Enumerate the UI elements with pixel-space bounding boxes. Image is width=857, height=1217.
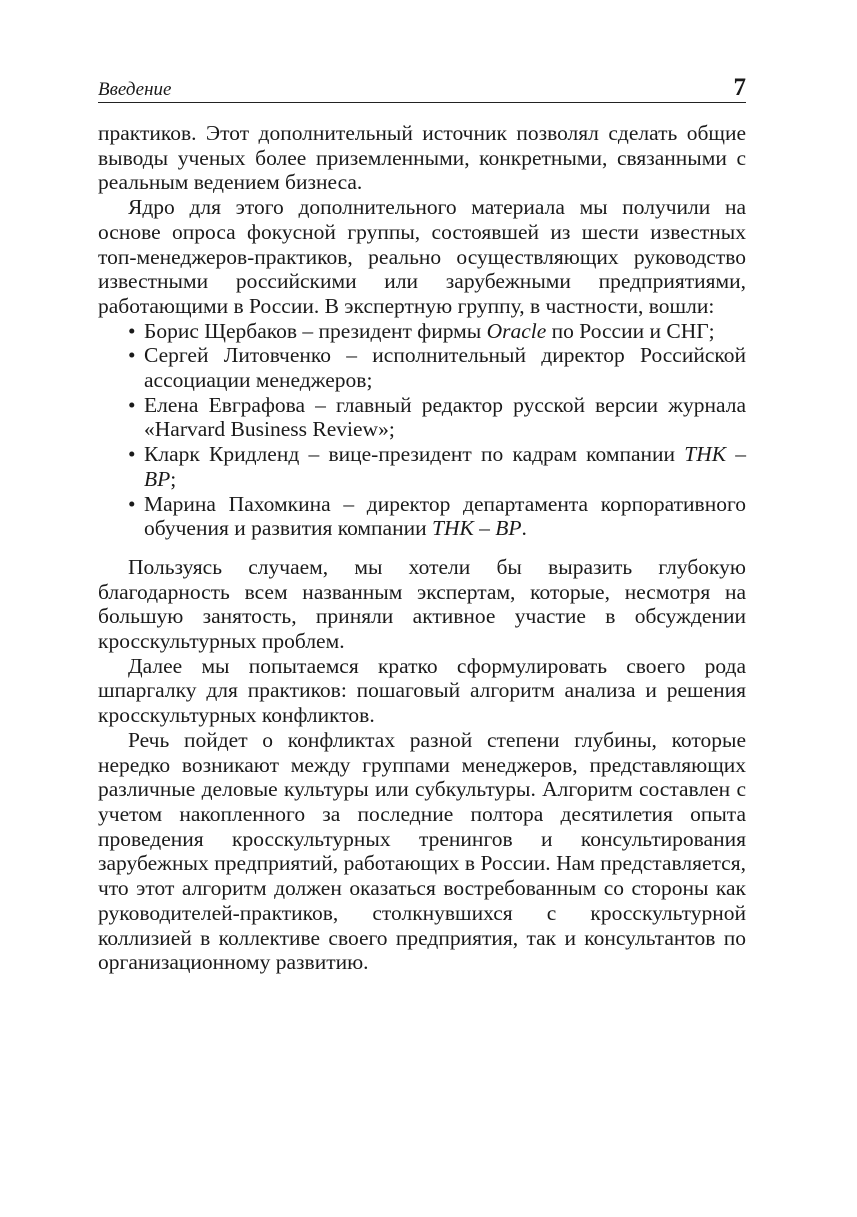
running-header: [98, 72, 746, 103]
expert-item: • Сергей Литовченко – исполнительный директор Российской ассоциации менеджеров;: [128, 343, 746, 392]
expert-item: • Кларк Кридленд – вице-президент по кадрам компании ТНК – ВР;: [128, 442, 746, 491]
expert-item: • Борис Щербаков – президент фирмы Oracle по России и СНГ;: [128, 319, 746, 344]
paragraph-continued: практиков. Этот дополнительный источник позволял сделать общие выводы ученых более приземленными, конкретными, связанными с реальным ведением бизнеса.: [98, 121, 746, 195]
page-number: 7: [733, 74, 746, 101]
book-page: [98, 72, 746, 975]
expert-item: • Елена Евграфова – главный редактор русской версии журнала «Harvard Business Review»;: [128, 393, 746, 442]
paragraph-gratitude: Пользуясь случаем, мы хотели бы выразить глубокую благодарность всем названным экспертам, которые, несмотря на большую занятость, приняли активное участие в обсуждении кросскультурных проблем.: [98, 554, 746, 654]
expert-list: [98, 319, 746, 541]
paragraph-focus-group: Ядро для этого дополнительного материала мы получили на основе опроса фокусной группы, состоявшей из шести известных топ-менеджеров-практиков, реально осуществляющих руководство известными российскими или зарубежными предприятиями, работающими в России. В экспертную группу, в частности, вошли:: [98, 195, 746, 318]
paragraph-cheatsheet: Далее мы попытаемся кратко сформулировать своего рода шпаргалку для практиков: пошаговый алгоритм анализа и решения кросскультурных конфликтов.: [98, 653, 746, 728]
page-body: [98, 121, 746, 975]
expert-item: • Марина Пахомкина – директор департамента корпоративного обучения и развития компании ТНК – ВР.: [128, 492, 746, 541]
section-title: Введение: [98, 79, 172, 100]
spacer: [98, 541, 746, 555]
paragraph-conflicts: Речь пойдет о конфликтах разной степени глубины, которые нередко возникают между группами менеджеров, представляющих различные деловые культуры или субкультуры. Алгоритм составлен с учетом накопленного за последние полтора десятилетия опыта проведения кросскультурных тренингов и консультирования зарубежных предприятий, работающих в России. Нам представляется, что этот алгоритм должен оказаться востребованным со стороны как руководителей-практиков, столкнувшихся с кросскультурной коллизией в коллективе своего предприятия, так и консультантов по организационному развитию.: [98, 727, 746, 975]
